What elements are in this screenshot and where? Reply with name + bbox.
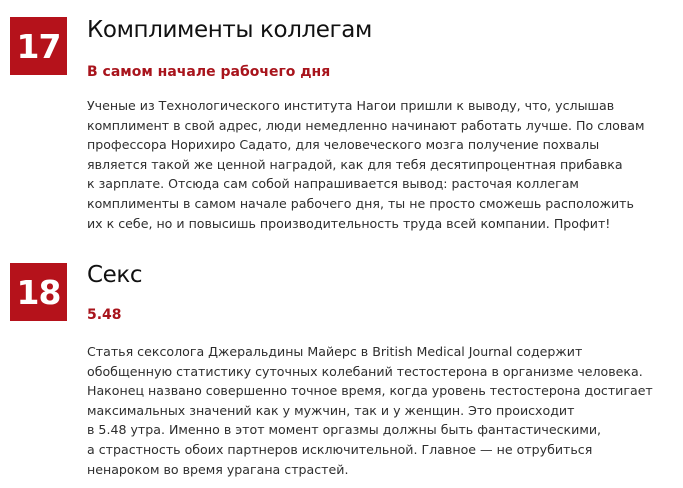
item-body	[87, 342, 677, 479]
item-body	[87, 96, 677, 233]
body-line: обобщенную статистику суточных колебаний тестостерона в организме человека.	[87, 363, 643, 379]
body-line: максимальных значений как у мужчин, так и у женщин. Это происходит	[87, 402, 575, 418]
item-subtitle: В самом начале рабочего дня	[87, 64, 331, 80]
item-title: Комплименты коллегам	[87, 17, 372, 43]
body-line: их к себе, но и повысишь производительность труда всей компании. Профит!	[87, 215, 611, 231]
body-line: к зарплате. Отсюда сам собой напрашивается вывод: расточая коллегам	[87, 176, 579, 192]
body-line: в 5.48 утра. Именно в этот момент оргазмы должны быть фантастическими,	[87, 422, 602, 438]
number-badge: 17	[10, 17, 67, 75]
body-line: Наконец названо совершенно точное время, когда уровень тестостерона достигает	[87, 383, 653, 399]
item-title: Секс	[87, 262, 143, 288]
number-badge: 18	[10, 263, 67, 321]
body-line: Ученые из Технологического института Нагои пришли к выводу, что, услышав	[87, 98, 615, 113]
item-subtitle: 5.48	[87, 307, 122, 323]
body-line: ненароком во время урагана страстей.	[87, 461, 349, 477]
body-line: а страстность обоих партнеров исключительной. Главное — не отрубиться	[87, 441, 593, 457]
body-line: комплименты в самом начале рабочего дня, ты не просто сможешь расположить	[87, 195, 634, 211]
body-line: профессора Норихиро Садато, для человеческого мозга получение похвалы	[87, 137, 600, 153]
body-line: комплимент в свой адрес, люди немедленно начинают работать лучше. По словам	[87, 117, 645, 133]
body-line: Статья сексолога Джеральдины Майерс в British Medical Journal содержит	[87, 344, 583, 359]
body-line: является такой же ценной наградой, как для тебя десятипроцентная прибавка	[87, 156, 623, 172]
